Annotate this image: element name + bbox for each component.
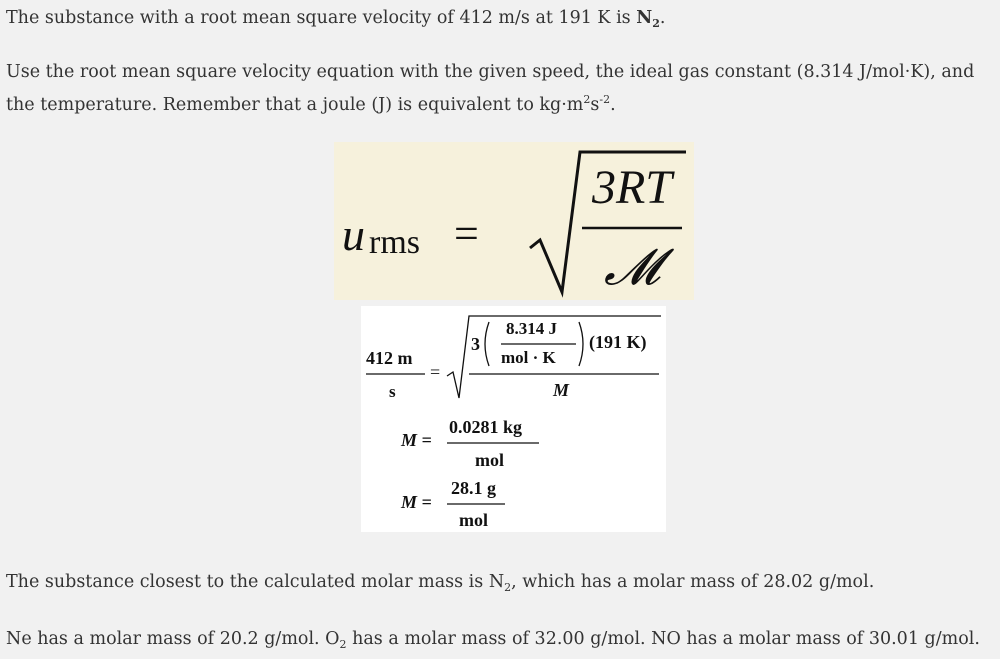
step3-numerator: 28.1 g [451,478,496,498]
step3-lhs: M = [401,492,432,512]
step2-numerator: 0.0281 kg [449,417,523,437]
instruction-paragraph: Use the root mean square velocity equation with the given speed, the ideal gas constant (8.314 J/mol·K), and the temperature. Remember that a joule (J) is equivalent to $kg\cdot m^2s^{-2}$. [6,62,975,115]
step3-denominator: mol [459,510,488,530]
worked-solution [361,306,666,532]
equation-lhs: u [342,209,365,260]
molar-mass-symbol: M [553,380,570,400]
comparison-paragraph: Ne has a molar mass of 20.2 g/mol. $O_2$ has a molar mass of 32.00 g/mol. NO has a molar mass of 30.01 g/mol. [6,629,980,651]
coefficient: 3 [471,334,480,354]
temperature-term: (191 K) [589,332,647,352]
answer-formula: $N_2$ [636,8,660,30]
lhs-numerator: 412 m [366,348,413,368]
equation-numerator: 3RT [591,161,672,214]
equation-lhs-subscript: rms [369,224,420,261]
conclusion-paragraph: The substance closest to the calculated molar mass is $N_2$, which has a molar mass of 28.02 g/mol. [6,572,875,594]
gas-constant-numerator: 8.314 J [506,319,557,338]
lhs-denominator: s [389,382,396,401]
step2-lhs: M = [401,430,432,450]
step2-denominator: mol [475,450,504,470]
equals-sign: = [454,209,479,258]
rms-velocity-equation [334,142,694,300]
gas-constant-denominator: mol · K [501,348,556,367]
result-statement: The substance with a root mean square velocity of 412 m/s at 191 K is $N_2$. [6,8,666,30]
equation-denominator: 𝓜 [604,238,660,296]
equals-sign: = [430,362,441,382]
